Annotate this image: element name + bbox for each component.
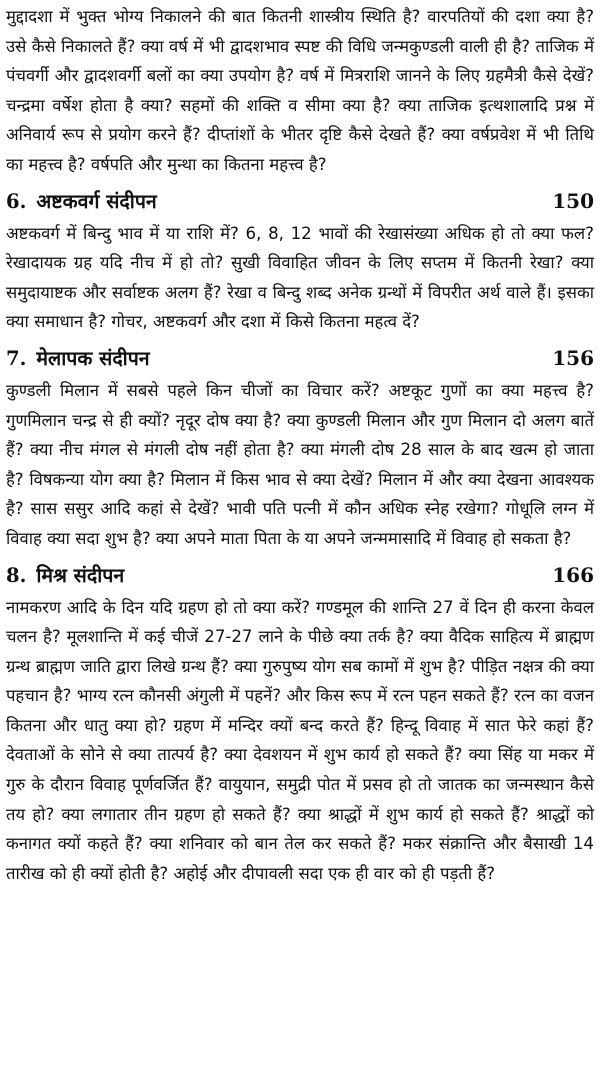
section-paragraph-7: कुण्डली मिलान में सबसे पहले किन चीजों का विचार करें? अष्टकूट गुणों का क्या महत्त्व है? गुणमिलान चन्द्र से ही क्यों? नृदूर दोष क्या है? क्या कुण्डली मिलान और गुण मिलान दो अलग बातें हैं? क्या नीच मंगल से मंगली दोष नहीं होता है? क्या मंगली दोष 28 साल के बाद खत्म हो जाता है? विषकन्या योग क्या है? मिलान में किस भाव से क्या देखें? मिलान में और क्या देखना आवश्यक है? सास ससुर आदि कहां से देखें? भावी पति पत्नी में कौन अधिक स्नेह रखेगा? गोधूलि लग्न में विवाह क्या सदा शुभ है? क्या अपने माता पिता के या अपने जन्ममासादि में विवाह हो सकता है? (6, 380, 594, 548)
section-number: 8. (6, 563, 27, 587)
section-title: अष्टकवर्ग संदीपन (36, 189, 157, 213)
section-title: मेलापक संदीपन (36, 346, 150, 370)
section-title-group (6, 341, 150, 376)
intro-paragraph: मुद्दादशा में भुक्त भोग्य निकालने की बात कितनी शास्त्रीय स्थिति है? वारपतियों की दशा क्या है? उसे कैसे निकालते हैं? क्या वर्ष में भी द्वादशभाव स्पष्ट की विधि जन्मकुण्डली वाली ही है? ताजिक में पंचवर्गी और द्वादशवर्गी बलों का क्या उपयोग है? वर्ष में मित्रराशि जानने के लिए ग्रहमैत्री कैसे देखें? चन्द्रमा वर्षेश होता है क्या? सहमों की शक्ति व सीमा क्या है? क्या ताजिक इत्थशालादि प्रश्न में अनिवार्य रूप से प्रयोग करने हैं? दीप्तांशों के भीतर दृष्टि कैसे देखते हैं? क्या वर्षप्रवेश में भी तिथि का महत्त्व है? वर्षपति और मुन्था का कितना महत्त्व है? (6, 7, 594, 174)
section-number: 7. (6, 346, 27, 370)
section-title-group (6, 184, 157, 219)
section-number: 6. (6, 189, 27, 213)
section-title: मिश्र संदीपन (36, 563, 125, 587)
section-paragraph-6: अष्टकवर्ग में बिन्दु भाव में या राशि में? 6, 8, 12 भावों की रेखासंख्या अधिक हो तो क्या फल? रेखादायक ग्रह यदि नीच में हो तो? सुखी विवाहित जीवन के लिए सप्तम में कितनी रेखा? क्या समुदायाष्टक और सर्वाष्टक अलग हैं? रेखा व बिन्दु शब्द अनेक ग्रन्थों में विपरीत अर्थ वाले हैं। इसका क्या समाधान है? गोचर, अष्टकवर्ग और दशा में किसे कितना महत्व दें? (6, 223, 594, 332)
section-heading-8 (6, 558, 594, 593)
section-heading-6 (6, 184, 594, 219)
section-page-number: 166 (552, 562, 594, 587)
section-heading-7 (6, 341, 594, 376)
section-title-group (6, 558, 124, 593)
section-paragraph-8: नामकरण आदि के दिन यदि ग्रहण हो तो क्या करें? गण्डमूल की शान्ति 27 वें दिन ही करना केवल चलन है? मूलशान्ति में कई चीजें 27-27 लाने के पीछे क्या तर्क है? क्या वैदिक साहित्य में ब्राह्मण ग्रन्थ ब्राह्मण जाति द्वारा लिखे ग्रन्थ हैं? क्या गुरुपुष्य योग सब कामों में शुभ है? पीड़ित नक्षत्र की क्या पहचान है? भाग्य रत्न कौनसी अंगुली में पहनें? और किस रूप में रत्न पहन सकते हैं? रत्न का वजन कितना और धातु क्या हो? ग्रहण में मन्दिर क्यों बन्द करते हैं? हिन्दू विवाह में सात फेरे कहां हैं? देवताओं के सोने से क्या तात्पर्य है? क्या देवशयन में शुभ कार्य हो सकते हैं? क्या सिंह या मकर में गुरु के दौरान विवाह पूर्णवर्जित हैं? वायुयान, समुद्री पोत में प्रसव हो तो जातक का जन्मस्थान कैसे तय हो? क्या लगातार तीन ग्रहण हो सकते हैं? क्या श्राद्धों में शुभ कार्य हो सकते हैं? श्राद्धों को कनागत क्यों कहते हैं? क्या शनिवार को बान तेल कर सकते हैं? मकर संक्रान्ति और बैसाखी 14 तारीख को ही क्यों होती है? अहोई और दीपावली सदा एक ही वार को ही पड़ती हैं? (6, 597, 594, 883)
section-page-number: 150 (552, 188, 594, 213)
section-page-number: 156 (552, 345, 594, 370)
